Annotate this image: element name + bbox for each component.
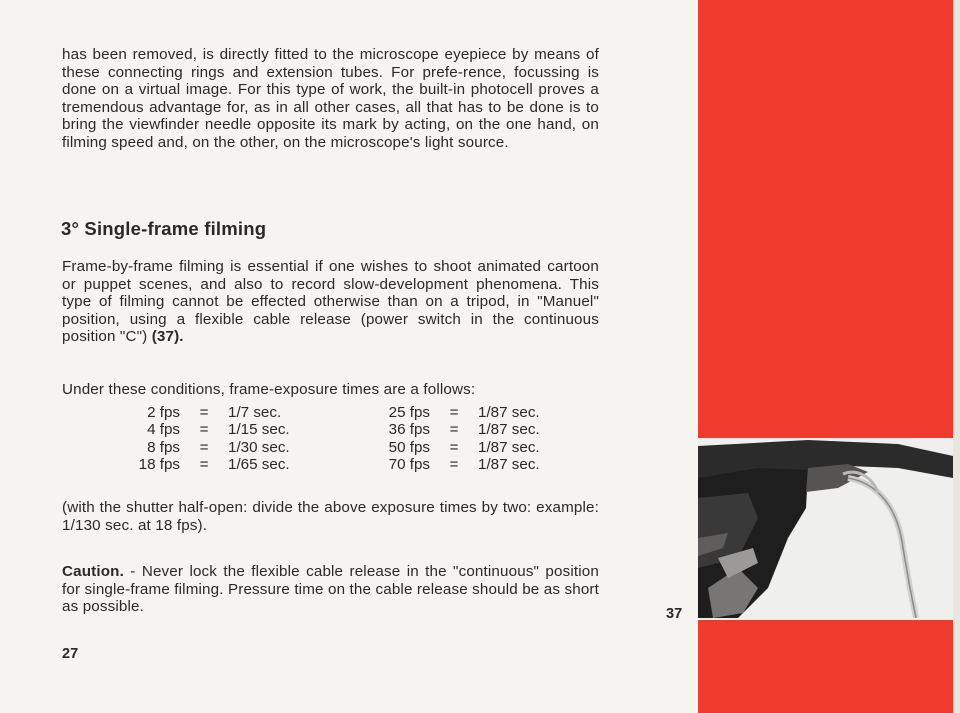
page-edge [953, 0, 960, 713]
exposure-left-time: 1/15 sec. [228, 421, 290, 439]
exposure-right-time: 1/87 sec. [478, 421, 540, 439]
exposure-table [120, 404, 560, 474]
exposure-right-equals: = [449, 404, 459, 421]
camera-photo [698, 438, 953, 618]
exposure-left-equals: = [199, 421, 209, 439]
exposure-gap [310, 404, 370, 421]
exposure-row [120, 456, 560, 473]
exposure-left-fps: 2 fps [147, 404, 180, 421]
paragraph-microscope: has been removed, is directly fitted to the microscope eyepiece by means of these connecting rings and extension tubes. For prefe-rence, focussing is done on a virtual image. For this type of work, the built-in photocell proves a tremendous advantage for, as in all other cases, all that has to be done is to bring the viewfinder needle opposite its mark by acting, on the one hand, on filming speed and, on the other, on the microscope's light source. [62, 46, 599, 151]
exposure-right-equals: = [449, 438, 459, 456]
exposure-right-fps: 50 fps [388, 438, 430, 456]
exposure-gap [310, 439, 370, 456]
exposure-right-time: 1/87 sec. [478, 456, 540, 474]
section-heading: 3° Single-frame filming [61, 218, 267, 239]
page-number-left: 27 [62, 646, 79, 662]
exposure-right-time: 1/87 sec. [478, 438, 540, 456]
exposure-right-equals: = [449, 456, 459, 474]
paragraph-single-frame-text: Frame-by-frame filming is essential if one wishes to shoot animated cartoon or puppet scenes, and also to record slow-development phenomena. This type of filming cannot be effected otherwise than on a tripod, in "Manuel" position, using a flexible cable release (power switch in the continuous position "C") [62, 258, 599, 346]
exposure-left-fps: 18 fps [138, 456, 180, 474]
exposure-gap [310, 421, 370, 438]
exposure-left-time: 1/30 sec. [228, 438, 290, 456]
exposure-left-fps: 8 fps [147, 438, 180, 456]
exposure-left-fps: 4 fps [147, 421, 180, 439]
camera-photo-illustration [698, 438, 953, 618]
exposure-left-equals: = [199, 404, 209, 421]
exposure-right-time: 1/87 sec. [478, 404, 540, 421]
exposure-left-equals: = [199, 438, 209, 456]
exposure-left-time: 1/7 sec. [228, 404, 282, 421]
paragraph-single-frame [62, 258, 599, 346]
shutter-note: (with the shutter half-open: divide the above exposure times by two: example: 1/130 sec. at 18 fps). [62, 499, 599, 534]
caution-paragraph [62, 563, 599, 616]
figure-reference: (37). [151, 328, 184, 346]
exposure-gap [310, 456, 370, 473]
red-panel-top [698, 0, 953, 438]
exposure-left-equals: = [199, 456, 209, 474]
caution-label: Caution. [62, 563, 124, 580]
exposure-row [120, 421, 560, 438]
exposure-right-equals: = [449, 421, 459, 439]
exposure-row [120, 404, 560, 421]
page-number-right: 37 [666, 606, 683, 622]
exposure-right-fps: 36 fps [388, 421, 430, 439]
red-panel-bottom [698, 620, 953, 713]
exposure-left-time: 1/65 sec. [228, 456, 290, 474]
exposure-row [120, 439, 560, 456]
exposure-right-fps: 70 fps [388, 456, 430, 474]
exposure-right-fps: 25 fps [388, 404, 430, 421]
caution-text: - Never lock the flexible cable release in the "continuous" position for single-frame filming. Pressure time on the cable release should be as short as possible. [62, 563, 599, 616]
exposure-intro: Under these conditions, frame-exposure times are a follows: [62, 381, 476, 398]
